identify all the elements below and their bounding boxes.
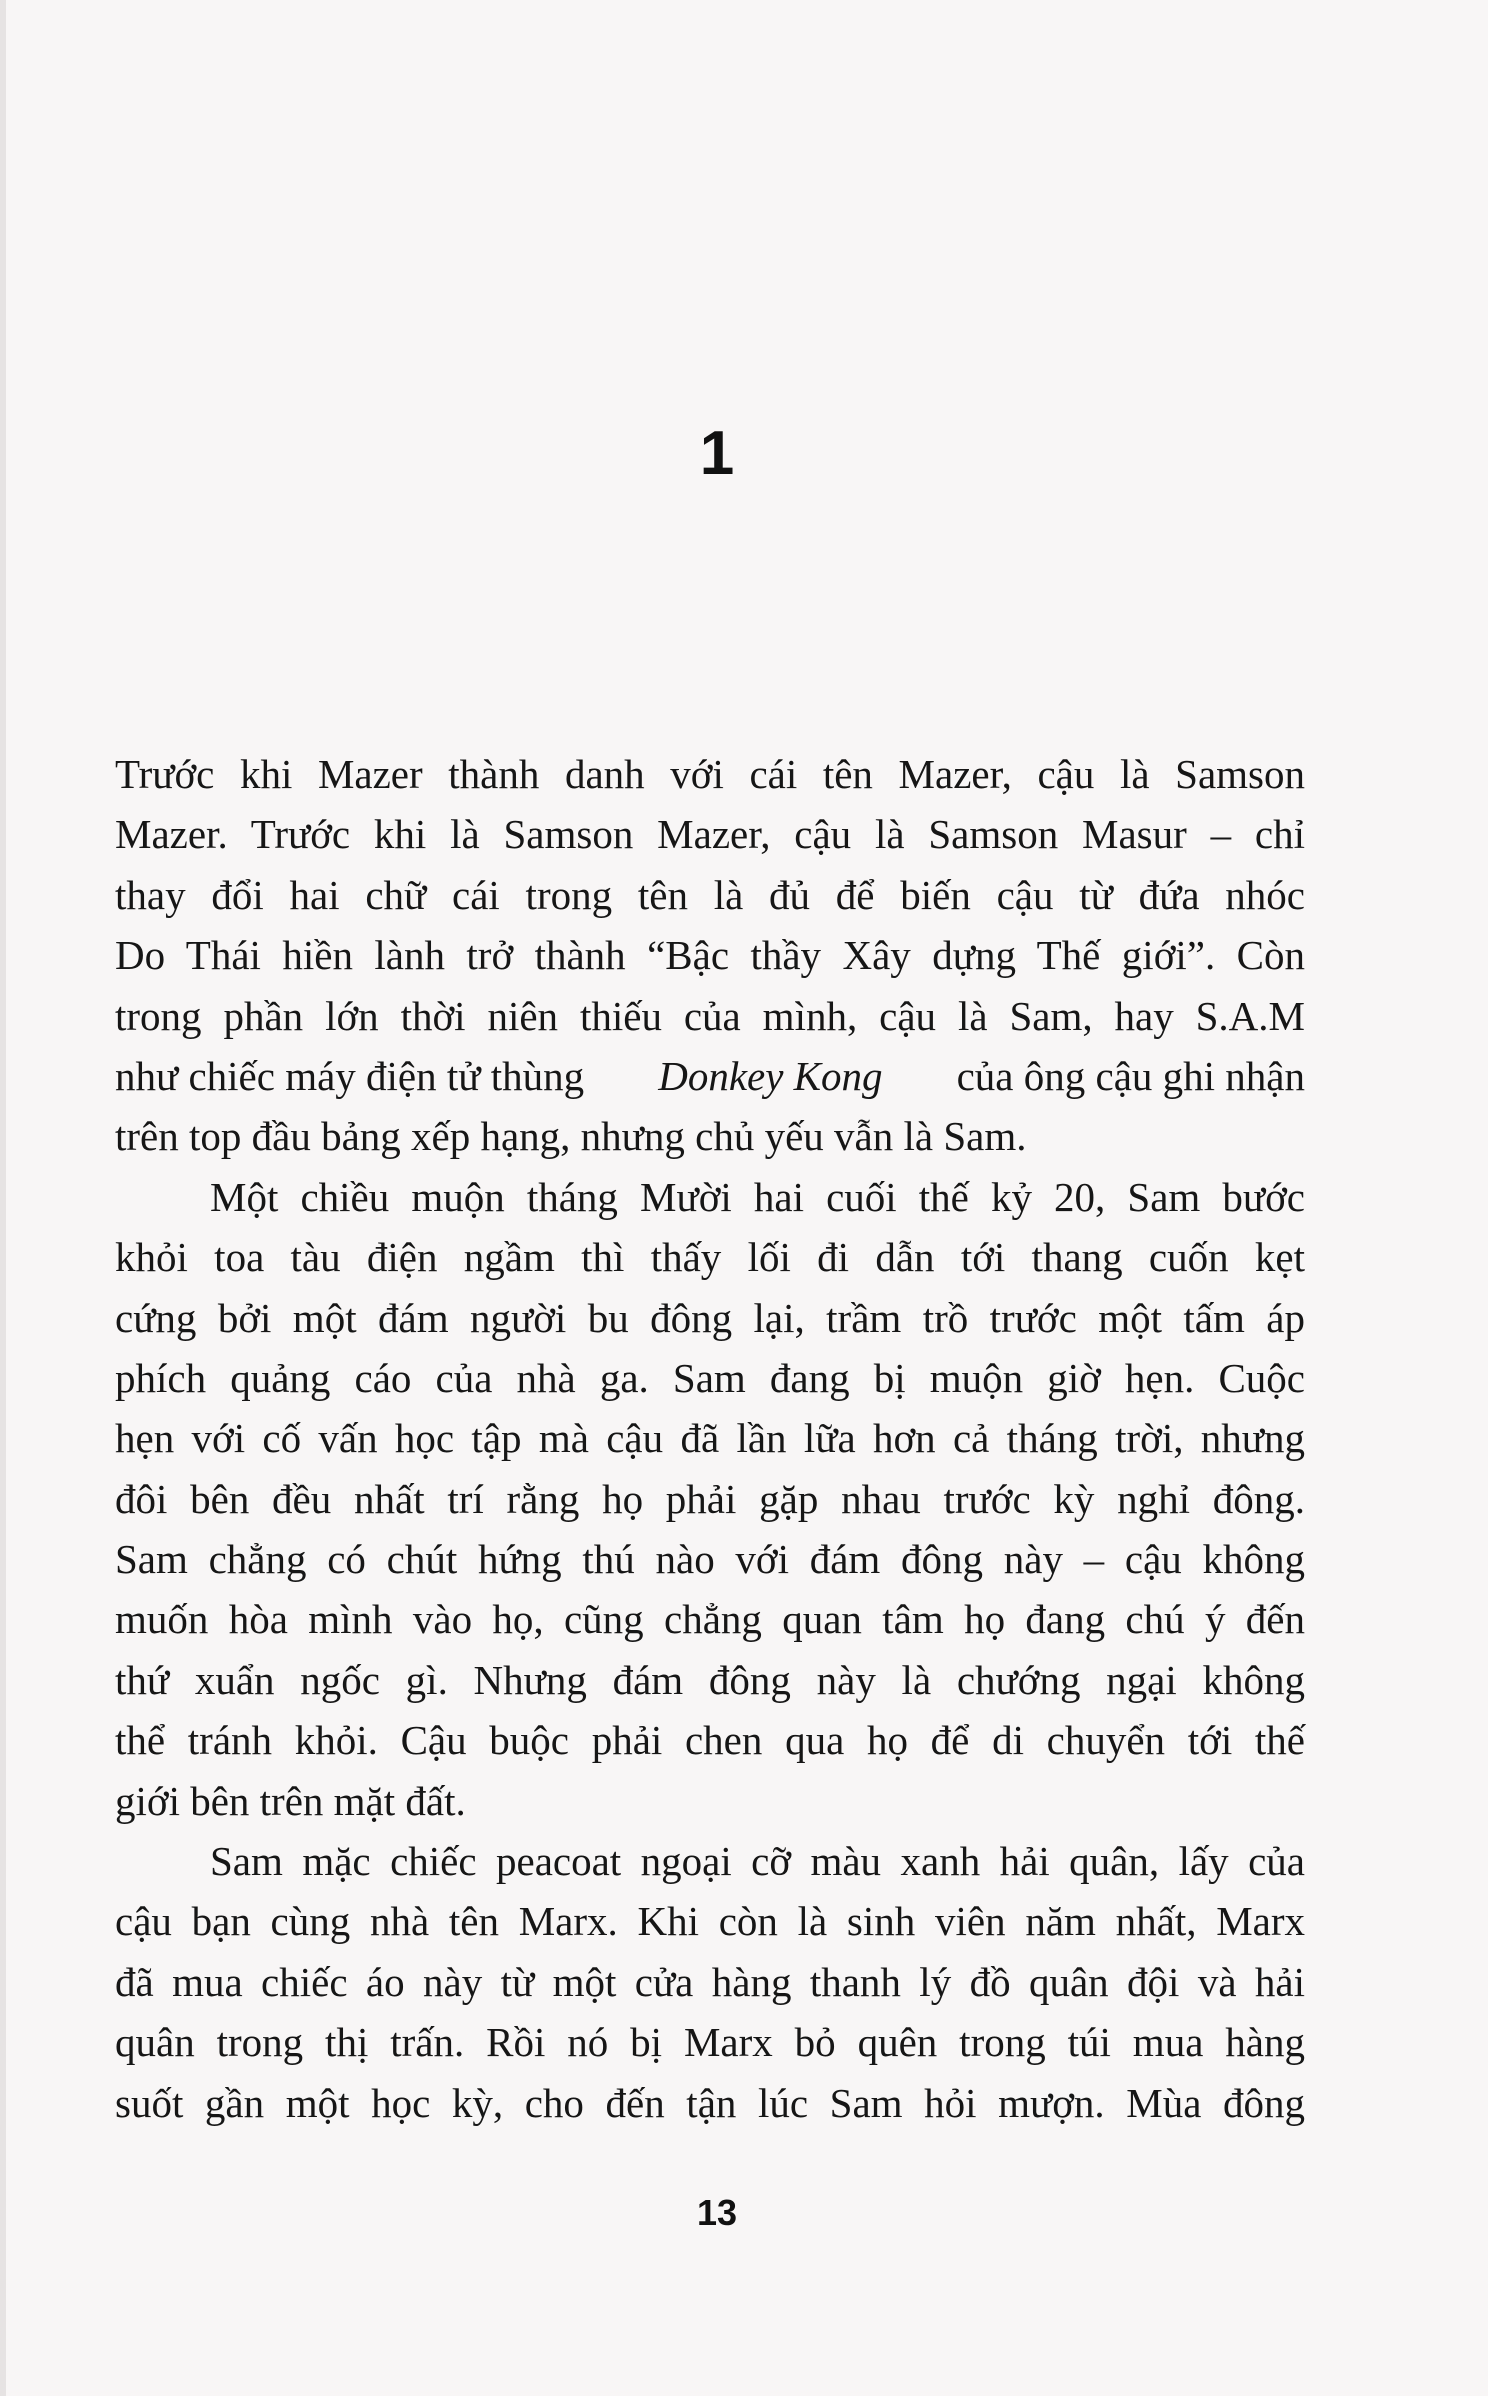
chapter-number: 1: [699, 419, 735, 488]
text-line: đôi bên đều nhất trí rằng họ phải gặp nhau trước kỳ nghỉ đông.: [115, 1475, 1305, 1522]
text-line: [115, 1046, 1305, 1106]
text-line: giới bên trên mặt đất.: [115, 1777, 466, 1824]
text-line: Sam mặc chiếc peacoat ngoại cỡ màu xanh hải quân, lấy của: [210, 1838, 1305, 1885]
text-line: Sam chẳng có chút hứng thú nào với đám đông này – cậu không: [115, 1536, 1305, 1583]
text-segment: như chiếc máy điện tử thùng: [115, 1052, 585, 1099]
text-line: Mazer. Trước khi là Samson Mazer, cậu là Samson Masur – chỉ: [115, 811, 1305, 858]
body-text: [115, 744, 1305, 2133]
italic-title: Donkey Kong: [658, 1052, 883, 1099]
text-line: khỏi toa tàu điện ngầm thì thấy lối đi dẫn tới thang cuốn kẹt: [115, 1234, 1305, 1281]
text-line: phích quảng cáo của nhà ga. Sam đang bị muộn giờ hẹn. Cuộc: [115, 1354, 1305, 1401]
page-edge: [0, 0, 6, 2396]
page-number: 13: [696, 2192, 738, 2233]
text-line: cứng bởi một đám người bu đông lại, trầm trồ trước một tấm áp: [115, 1294, 1305, 1341]
text-line: trong phần lớn thời niên thiếu của mình, cậu là Sam, hay S.A.M: [115, 992, 1305, 1039]
text-segment: của ông cậu ghi nhận: [956, 1052, 1305, 1099]
text-line: muốn hòa mình vào họ, cũng chẳng quan tâm họ đang chú ý đến: [115, 1596, 1305, 1643]
text-line: Trước khi Mazer thành danh với cái tên Mazer, cậu là Samson: [115, 751, 1305, 797]
text-line: thể tránh khỏi. Cậu buộc phải chen qua họ để di chuyển tới thế: [115, 1717, 1305, 1764]
text-line: suốt gần một học kỳ, cho đến tận lúc Sam hỏi mượn. Mùa đông: [115, 2079, 1305, 2126]
text-line: Một chiều muộn tháng Mười hai cuối thế kỷ 20, Sam bước: [210, 1173, 1305, 1220]
text-line: cậu bạn cùng nhà tên Marx. Khi còn là sinh viên năm nhất, Marx: [115, 1898, 1305, 1945]
text-line: thứ xuẩn ngốc gì. Nhưng đám đông này là chướng ngại không: [115, 1656, 1305, 1703]
text-line: Do Thái hiền lành trở thành “Bậc thầy Xây dựng Thế giới”. Còn: [115, 932, 1305, 979]
text-line: thay đổi hai chữ cái trong tên là đủ để biến cậu từ đứa nhóc: [115, 871, 1305, 918]
text-line: trên top đầu bảng xếp hạng, nhưng chủ yếu vẫn là Sam.: [115, 1113, 1027, 1160]
text-line: đã mua chiếc áo này từ một cửa hàng thanh lý đồ quân đội và hải: [115, 1958, 1305, 2005]
text-line: quân trong thị trấn. Rồi nó bị Marx bỏ quên trong túi mua hàng: [115, 2019, 1305, 2066]
text-line: hẹn với cố vấn học tập mà cậu đã lần lữa hơn cả tháng trời, nhưng: [115, 1415, 1305, 1462]
